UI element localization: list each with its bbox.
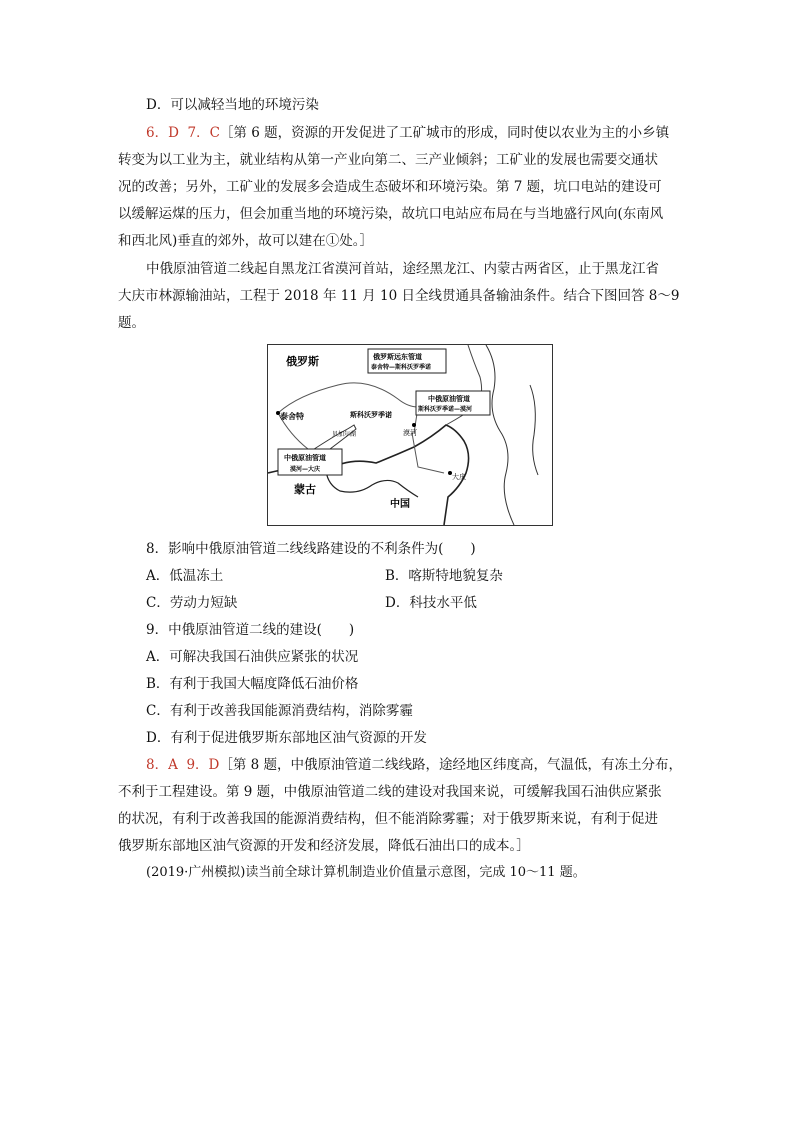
answer-8-9-line-1 — [146, 756, 682, 774]
intro-10-11: (2019·广州模拟)读当前全球计算机制造业价值量示意图，完成 10～11 题。 — [146, 865, 586, 880]
q8-option-c: C．劳动力短缺 — [146, 595, 238, 611]
explanation-6-7-text-1: ［第 6 题，资源的开发促进了工矿城市的形成，同时使以农业为主的小乡镇 — [219, 125, 670, 141]
label-mohe: 漠河 — [403, 429, 417, 437]
explanation-6-7-line-3: 况的改善；另外，工矿业的发展多会造成生态破坏和环境污染。第 7 题，坑口电站的建设可 — [118, 179, 662, 195]
label-daqing: 大庆 — [452, 473, 466, 481]
intro-8-9-line-1: 中俄原油管道二线起自黑龙江省漠河首站，途经黑龙江、内蒙古两省区，止于黑龙江省 — [146, 261, 659, 277]
intro-8-9-line-3: 题。 — [118, 315, 145, 331]
q9-stem: 9．中俄原油管道二线的建设( ) — [146, 622, 355, 638]
explanation-8-9-line-4: 俄罗斯东部地区油气资源的开发和经济发展，降低石油出口的成本。］ — [118, 838, 530, 854]
label-skovorodino: 斯科沃罗季诺 — [350, 411, 392, 419]
box2-sub: 斯科沃罗季诺—漠河 — [418, 406, 473, 413]
label-baikal: 贝加尔湖 — [332, 431, 357, 438]
q9-option-a: A．可解决我国石油供应紧张的状况 — [146, 649, 359, 665]
box1-title: 俄罗斯远东管道 — [373, 353, 422, 361]
explanation-6-7-line-2: 转变为以工业为主，就业结构从第一产业向第二、三产业倾斜；工矿业的发展也需要交通状 — [118, 152, 658, 168]
answer-6-7-line-1 — [146, 124, 669, 142]
pipeline-map-svg — [268, 345, 552, 525]
q9-option-c: C．有利于改善我国能源消费结构，消除雾霾 — [146, 703, 413, 719]
box3-title: 中俄原油管道 — [284, 454, 326, 462]
explanation-8-9-text-1: ［第 8 题，中俄原油管道二线线路，途经地区纬度高，气温低，有冻土分布， — [219, 757, 683, 773]
label-russia: 俄罗斯 — [286, 355, 319, 368]
q8-options-ab — [146, 567, 223, 585]
q8-stem: 8．影响中俄原油管道二线线路建设的不利条件为( ) — [146, 541, 476, 557]
label-taishet: 泰舍特 — [280, 412, 304, 421]
pipeline-taishet-skovorodino — [278, 383, 418, 413]
box2-title: 中俄原油管道 — [428, 395, 470, 403]
q8-option-b: B．喀斯特地貌复杂 — [385, 568, 503, 584]
mohe-point — [412, 423, 416, 427]
box3-sub: 漠河—大庆 — [290, 466, 321, 473]
q8-option-a: A．低温冻土 — [146, 568, 224, 584]
answer-7: 7．C — [187, 125, 220, 141]
q5-option-d: D．可以减轻当地的环境污染 — [146, 97, 319, 113]
explanation-6-7-line-4: 以缓解运煤的压力，但会加重当地的环境污染，故坑口电站应布局在与当地盛行风向(东南风 — [118, 206, 664, 222]
pipeline-map — [267, 344, 553, 526]
q9-option-d: D．有利于促进俄罗斯东部地区油气资源的开发 — [146, 730, 427, 746]
q9-option-b: B．有利于我国大幅度降低石油价格 — [146, 676, 359, 692]
label-china: 中国 — [390, 499, 410, 510]
q8-options-cd — [146, 594, 237, 612]
answer-8: 8．A — [146, 757, 178, 773]
explanation-8-9-line-3: 的状况，有利于改善我国的能源消费结构，但不能消除雾霾；对于俄罗斯来说，有利于促进 — [118, 811, 658, 827]
answer-6: 6．D — [146, 125, 179, 141]
label-mongolia: 蒙古 — [294, 483, 316, 496]
box1-sub: 泰舍特—斯科沃罗季诺 — [371, 364, 432, 371]
sakhalin-outline — [530, 385, 538, 475]
explanation-6-7-line-5: 和西北风)垂直的郊外，故可以建在①处。］ — [118, 233, 374, 249]
explanation-8-9-line-2: 不利于工程建设。第 9 题，中俄原油管道二线的建设对我国来说，可缓解我国石油供应紧张 — [118, 784, 662, 800]
q8-option-d: D．科技水平低 — [385, 595, 477, 611]
answer-9: 9．D — [186, 757, 220, 773]
coastline-east — [486, 345, 514, 525]
intro-8-9-line-2: 大庆市林源输油站，工程于 2018 年 11 月 10 日全线贯通具备输油条件。结合下图回答 8～9 — [118, 288, 680, 304]
